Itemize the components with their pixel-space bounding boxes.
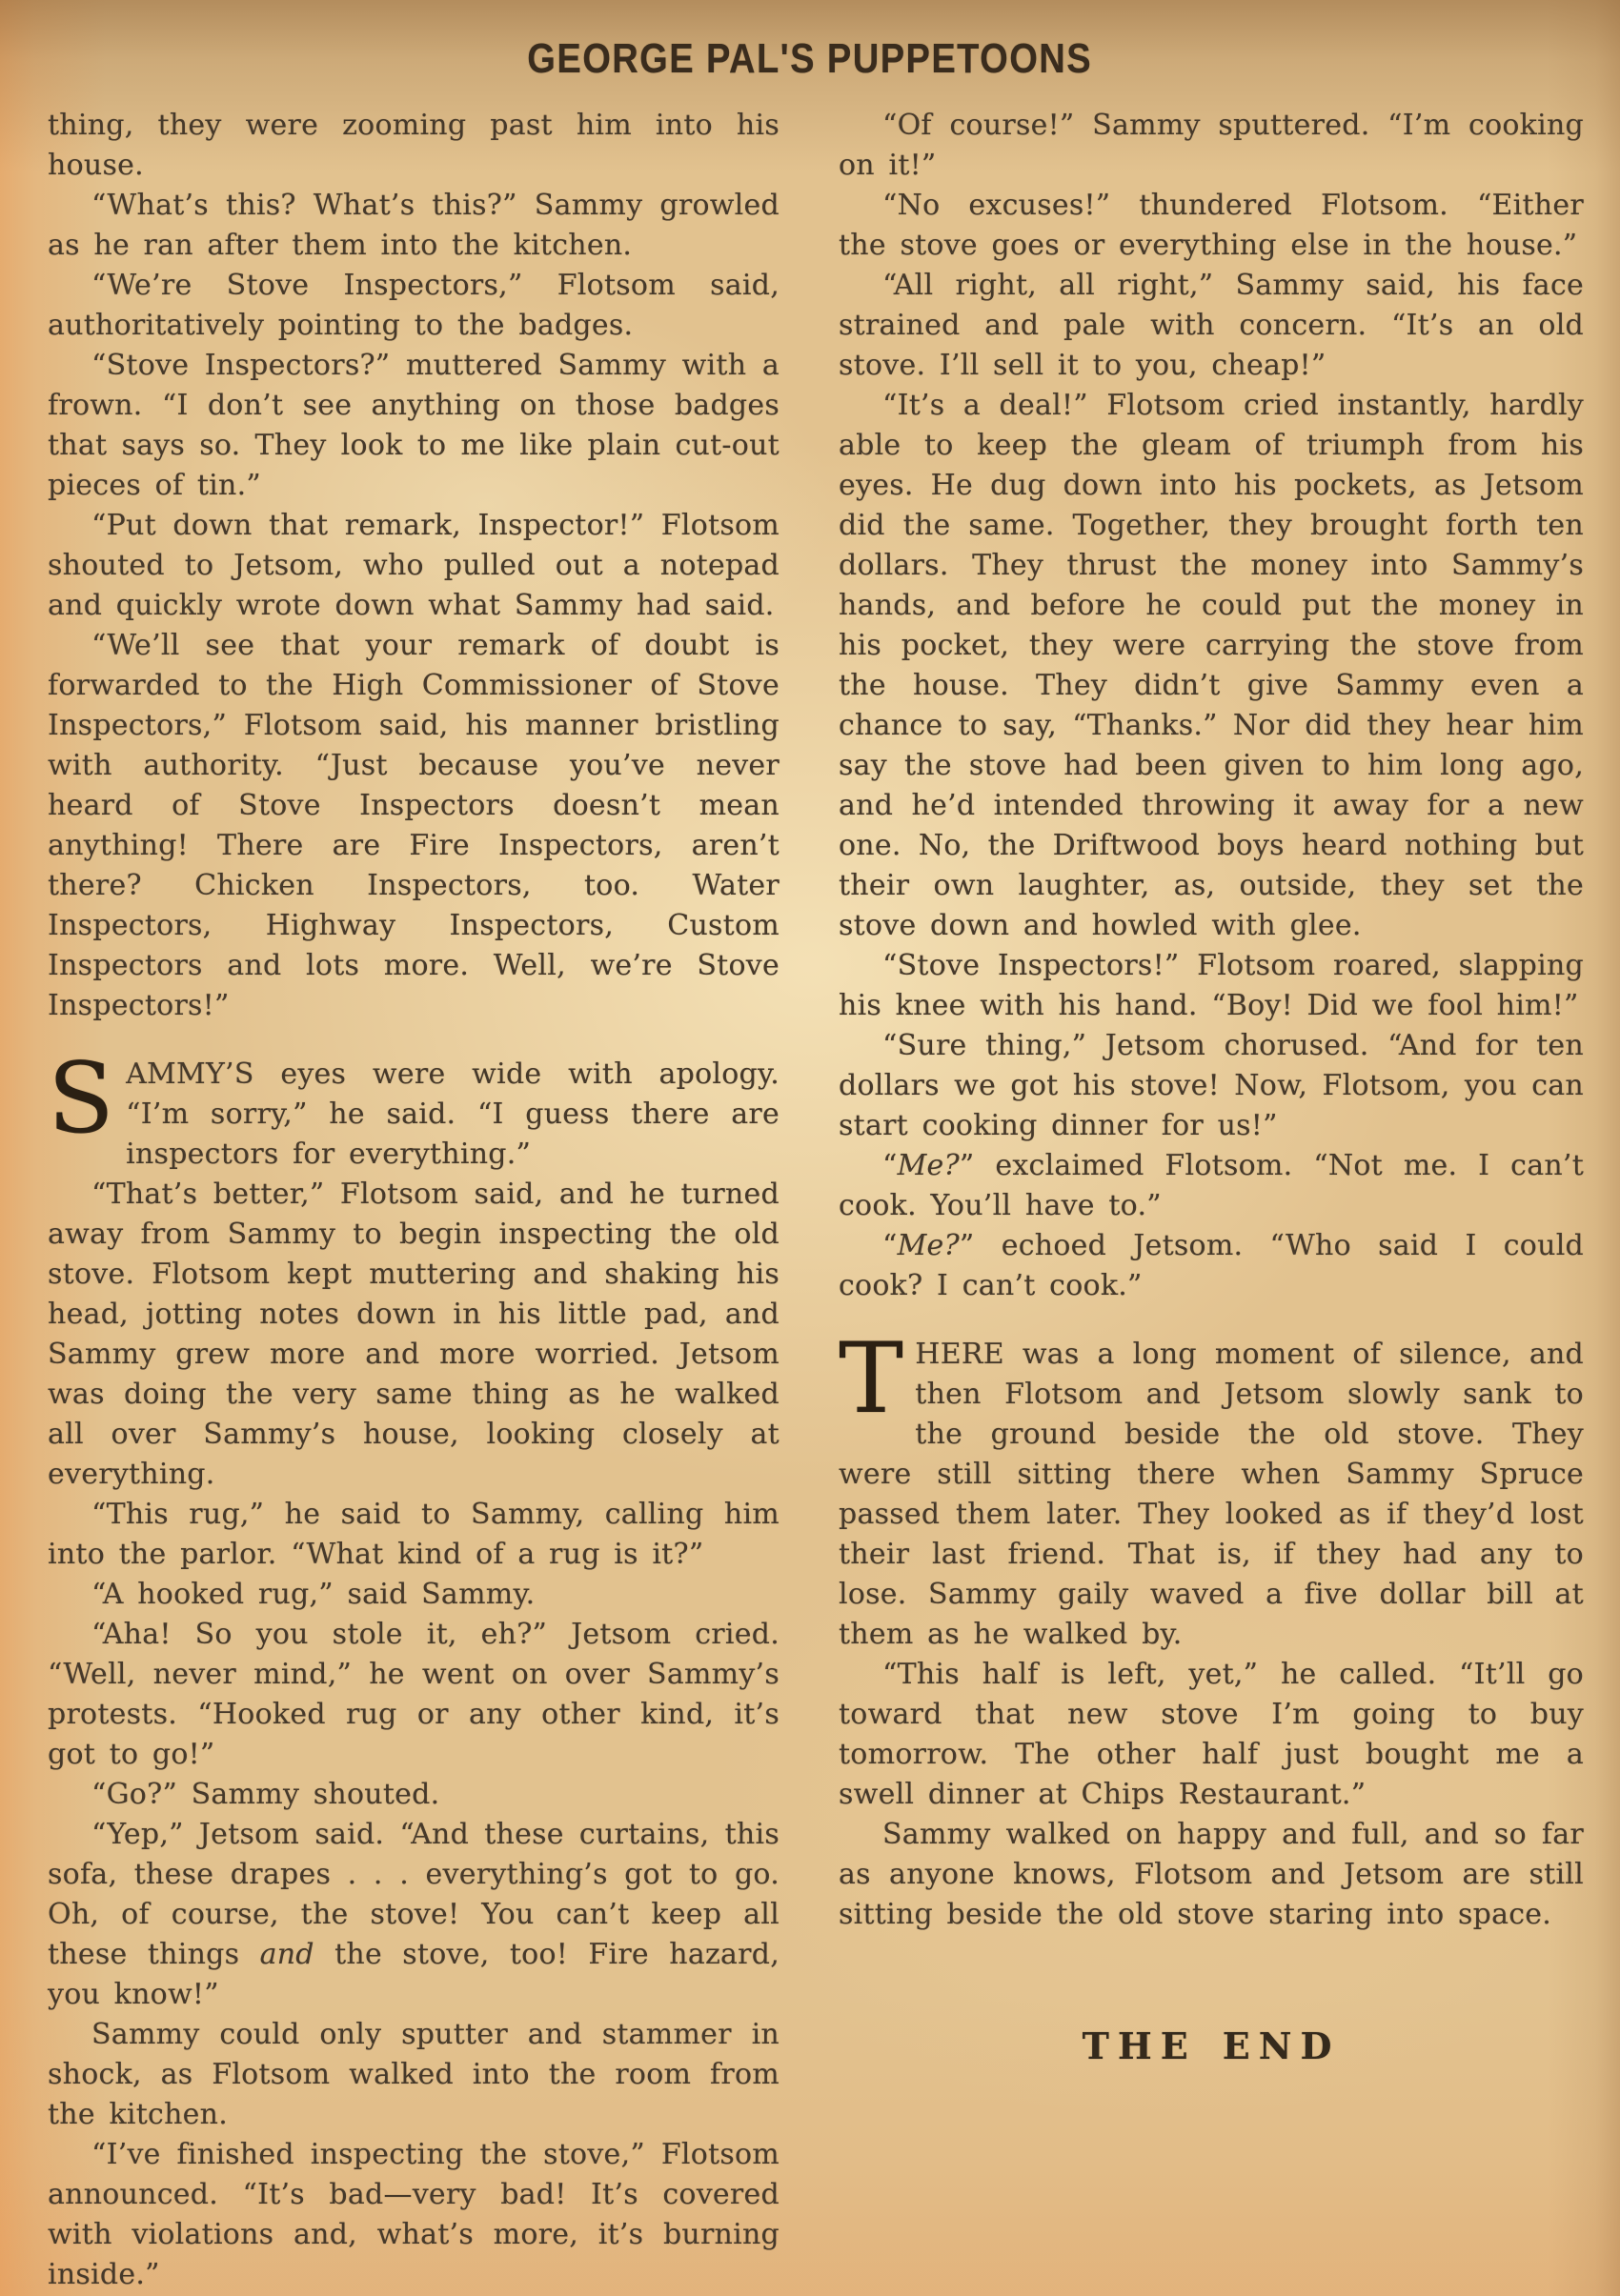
text-run: “Put down that remark, Inspector!” Flotsom shouted to Jetsom, who pulled out a notepad and quickly wrote down what Sammy had said. [48,509,780,622]
text-run: thing, they were zooming past him into his house. [48,109,780,182]
text-run: ” echoed Jetsom. “Who said I could cook? I can’t cook.” [839,1229,1584,1302]
text-run: “Go?” Sammy shouted. [91,1778,440,1811]
paragraph [839,266,1584,386]
paragraph [839,186,1584,266]
text-run: “Yep,” Jetsom said. “And these curtains, this sofa, these drapes . . . everything’s got to go. Oh, of course, the stove! You can’t keep all these things [48,1818,780,1971]
drop-cap: S [48,1042,115,1156]
text-run: the stove, too! Fire hazard, you know!” [48,1938,780,2011]
right-column [839,106,1584,2066]
italic-text: and [259,1938,314,1971]
paragraph [839,1226,1584,1306]
paragraph [839,946,1584,1026]
text-run: “All right, all right,” Sammy said, his face strained and pale with concern. “It’s an old stove. I’ll sell it to you, cheap!” [839,269,1584,382]
text-run: “I’ve finished inspecting the stove,” Flotsom announced. “It’s bad—very bad! It’s covered with violations and, what’s more, it’s burning inside.” [48,2138,780,2291]
paragraph [839,106,1584,186]
paragraph [48,1042,780,1175]
paragraph [48,106,780,186]
text-run: “Of course!” Sammy sputtered. “I’m cooking on it!” [839,109,1584,182]
paragraph [48,1495,780,1575]
paragraph [48,1615,780,1775]
text-run: “This half is left, yet,” he called. “It’ll go toward that new stove I’m going to buy tomorrow. The other half just bought me a swell dinner at Chips Restaurant.” [839,1658,1584,1811]
text-run: “It’s a deal!” Flotsom cried instantly, hardly able to keep the gleam of triumph from his eyes. He dug down into his pockets, as Jetsom did the same. Together, they brought forth ten dollars. They thrust the money into Sammy’s hands, and before he could put the money in his pocket, they were carrying the stove from the house. They didn’t give Sammy even a chance to say, “Thanks.” Nor did they hear him say the stove had been given to him long ago, and he’d intended throwing it away for a new one. No, the Driftwood boys heard nothing but their own laughter, as, outside, they set the stove down and howled with glee. [839,389,1584,942]
text-run: Sammy walked on happy and full, and so far as anyone knows, Flotsom and Jetsom are still sitting beside the old stove staring into space. [839,1818,1584,1931]
drop-cap: T [839,1322,904,1436]
paragraph [48,2135,780,2295]
paragraph [48,186,780,266]
paragraph [48,1575,780,1615]
text-run: “A hooked rug,” said Sammy. [91,1578,536,1611]
paragraph [839,1146,1584,1226]
italic-text: Me? [897,1149,960,1182]
text-run: “This rug,” he said to Sammy, calling him into the parlor. “What kind of a rug is it?” [48,1498,780,1571]
text-run: AMMY’S eyes were wide with apology. “I’m sorry,” he said. “I guess there are inspectors for everything.” [126,1057,780,1171]
left-column [48,106,780,2295]
paragraph [839,1026,1584,1146]
the-end-label: THE END [1082,2024,1341,2067]
paragraph [48,1815,780,2015]
paragraph [839,1815,1584,1935]
text-run: “That’s better,” Flotsom said, and he turned away from Sammy to begin inspecting the old stove. Flotsom kept muttering and shaking his head, jotting notes down in his little pad, and Sammy grew more and more worried. Jetsom was doing the very same thing as he walked all over Sammy’s house, looking closely at everything. [48,1178,780,1491]
text-run: “We’ll see that your remark of doubt is forwarded to the High Commissioner of Stove Inspectors,” Flotsom said, his manner bristling with authority. “Just because you’ve never heard of Stove Inspectors doesn’t mean anything! There are Fire Inspectors, aren’t there? Chicken Inspectors, too. Water Inspectors, Highway Inspectors, Custom Inspectors and lots more. Well, we’re Stove Inspectors!” [48,629,780,1022]
text-run: “Sure thing,” Jetsom chorused. “And for ten dollars we got his stove! Now, Flotsom, you can start cooking dinner for us!” [839,1029,1584,1142]
paragraph [48,346,780,506]
paragraph [839,1655,1584,1815]
page-header [0,0,1620,81]
text-run: “Aha! So you stole it, eh?” Jetsom cried. “Well, never mind,” he went on over Sammy’s protests. “Hooked rug or any other kind, it’s got to go!” [48,1618,780,1771]
paragraph [48,2015,780,2135]
text-columns [0,81,1620,2295]
text-run: Sammy could only sputter and stammer in shock, as Flotsom walked into the room from the kitchen. [48,2018,780,2131]
text-run: ” exclaimed Flotsom. “Not me. I can’t cook. You’ll have to.” [839,1149,1584,1222]
text-run: HERE was a long moment of silence, and then Flotsom and Jetsom slowly sank to the ground beside the old stove. They were still sitting there when Sammy Spruce passed them later. They looked as if they’d lost their last friend. That is, if they had any to lose. Sammy gaily waved a five dollar bill at them as he walked by. [839,1338,1584,1651]
text-run: “ [882,1229,898,1262]
italic-text: Me? [897,1229,960,1262]
left-column-text [48,106,780,2295]
text-run: “ [882,1149,898,1182]
text-run: “No excuses!” thundered Flotsom. “Either the stove goes or everything else in the house.” [839,189,1584,262]
paragraph [48,506,780,626]
text-run: “What’s this? What’s this?” Sammy growled as he ran after them into the kitchen. [48,189,780,262]
paragraph [48,1175,780,1495]
paragraph [839,1322,1584,1655]
page-title: GEORGE PAL'S PUPPETOONS [527,34,1093,82]
text-run: “Stove Inspectors!” Flotsom roared, slapping his knee with his hand. “Boy! Did we fool him!” [839,949,1584,1022]
paragraph [839,386,1584,946]
paragraph [48,266,780,346]
text-run: “We’re Stove Inspectors,” Flotsom said, authoritatively pointing to the badges. [48,269,780,342]
right-column-text [839,106,1584,1935]
text-run: “Stove Inspectors?” muttered Sammy with a frown. “I don’t see anything on those badges that says so. They look to me like plain cut-out pieces of tin.” [48,349,780,502]
paragraph [48,1775,780,1815]
paragraph [48,626,780,1026]
